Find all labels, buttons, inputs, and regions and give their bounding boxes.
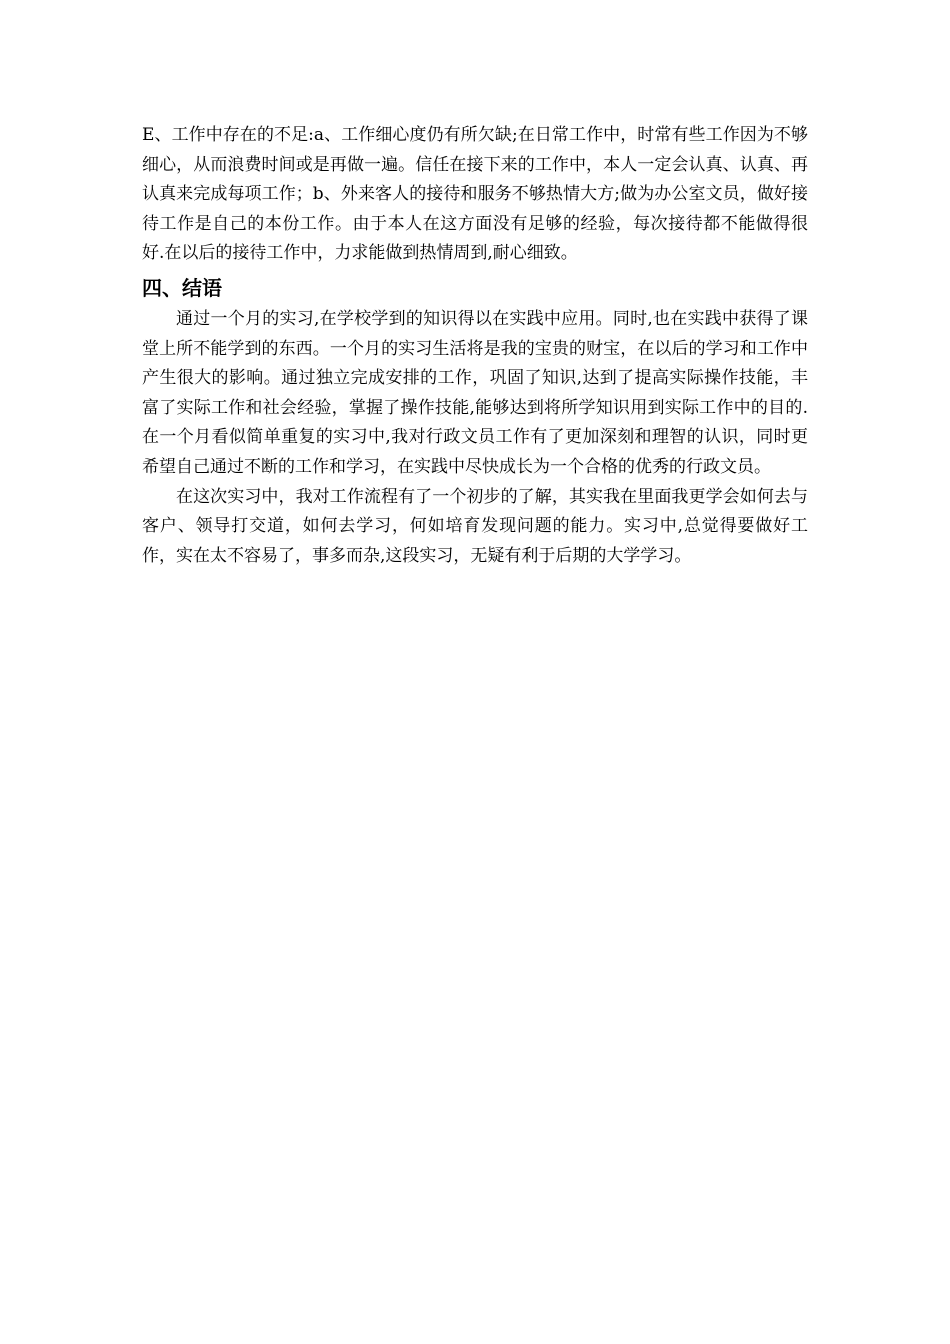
paragraph-conclusion-1: 通过一个月的实习,在学校学到的知识得以在实践中应用。同时,也在实践中获得了课堂上所不能学到的东西。一个月的实习生活将是我的宝贵的财宝，在以后的学习和工作中产生很大的影响。通过独立完成安排的工作，巩固了知识,达到了提高实际操作技能，丰富了实际工作和社会经验，掌握了操作技能,能够达到将所学知识用到实际工作中的目的.在一个月看似简单重复的实习中,我对行政文员工作有了更加深刻和理智的认识，同时更希望自己通过不断的工作和学习，在实践中尽快成长为一个合格的优秀的行政文员。 — [142, 308, 808, 477]
document-body — [142, 121, 808, 571]
paragraph-shortcomings: E、工作中存在的不足:a、工作细心度仍有所欠缺;在日常工作中，时常有些工作因为不够细心，从而浪费时间或是再做一遍。信任在接下来的工作中，本人一定会认真、认真、再认真来完成每项工作；b、外来客人的接待和服务不够热情大方;做为办公室文员，做好接待工作是自己的本份工作。由于本人在这方面没有足够的经验，每次接待都不能做得很好.在以后的接待工作中，力求能做到热情周到,耐心细致。 — [142, 125, 808, 264]
paragraph-conclusion-2: 在这次实习中，我对工作流程有了一个初步的了解，其实我在里面我更学会如何去与客户、领导打交道，如何去学习，何如培育发现问题的能力。实习中,总觉得要做好工作，实在太不容易了，事多而杂,这段实习，无疑有利于后期的大学学习。 — [142, 486, 808, 566]
section-heading-conclusion: 四、结语 — [142, 275, 222, 300]
